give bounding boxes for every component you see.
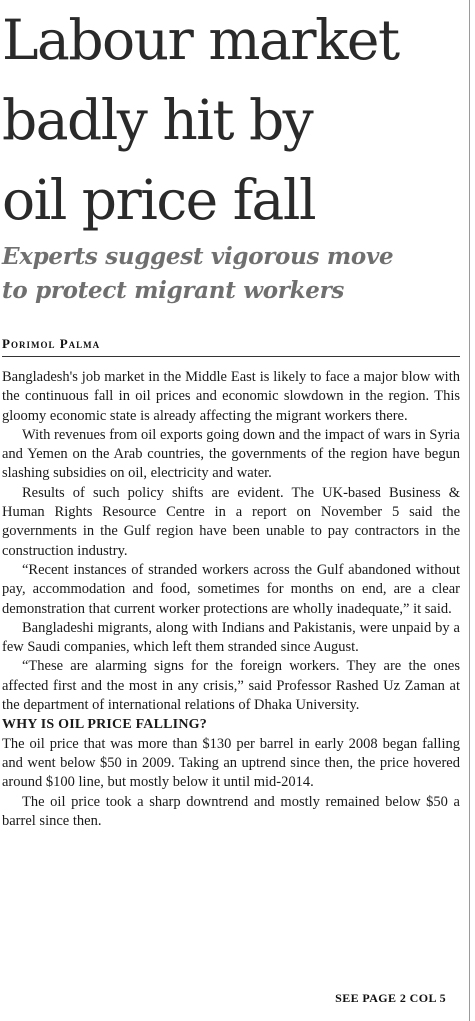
continuation-jump-line: SEE PAGE 2 COL 5 (335, 991, 446, 1005)
byline: Porimol Palma (2, 336, 101, 351)
article-body (2, 368, 460, 831)
subheadline-line: to protect migrant workers (2, 277, 345, 304)
section-heading: WHY IS OIL PRICE FALLING? (2, 717, 207, 733)
body-paragraph: Bangladesh's job market in the Middle East is likely to face a major blow with the continuous fall in oil prices and economic slowdown in the region. This gloomy economic state is already affecting the migrant workers there. (2, 369, 460, 424)
column-divider (469, 0, 470, 1021)
byline-divider (2, 356, 460, 357)
body-paragraph: The oil price that was more than $130 per barrel in early 2008 began falling and went below $50 in 2009. Taking an uptrend since then, the price hovered around $100 line, but mostly below it until mid-2014. (2, 735, 460, 791)
subheadline-line: Experts suggest vigorous move (2, 243, 394, 270)
body-paragraph: “These are alarming signs for the foreign workers. They are the ones affected first and the most in any crisis,” said Professor Rashed Uz Zaman at the department of international relations of Dhaka University. (2, 658, 460, 714)
headline-line: Labour market (2, 8, 399, 72)
body-paragraph: Bangladeshi migrants, along with Indians and Pakistanis, were unpaid by a few Saudi companies, which left them stranded since August. (2, 619, 460, 656)
body-paragraph: With revenues from oil exports going down and the impact of wars in Syria and Yemen on the Arab countries, the governments of the region have begun slashing subsidies on oil, electricity and water. (2, 426, 460, 482)
headline-line: oil price fall (2, 168, 316, 232)
subheadline (2, 240, 462, 308)
body-paragraph: Results of such policy shifts are evident. The UK-based Business & Human Rights Resource Centre in a report on November 5 said the governments in the Gulf region have been unable to pay contractors in the construction industry. (2, 484, 460, 559)
headline-line: badly hit by (2, 88, 313, 152)
headline (2, 0, 462, 240)
body-paragraph: The oil price took a sharp downtrend and mostly remained below $50 a barrel since then. (2, 793, 460, 829)
body-paragraph: “Recent instances of stranded workers across the Gulf abandoned without pay, accommodation and food, sometimes for months on end, are a clear demonstration that current worker protections are wholly inadequate,” it said. (2, 561, 460, 617)
